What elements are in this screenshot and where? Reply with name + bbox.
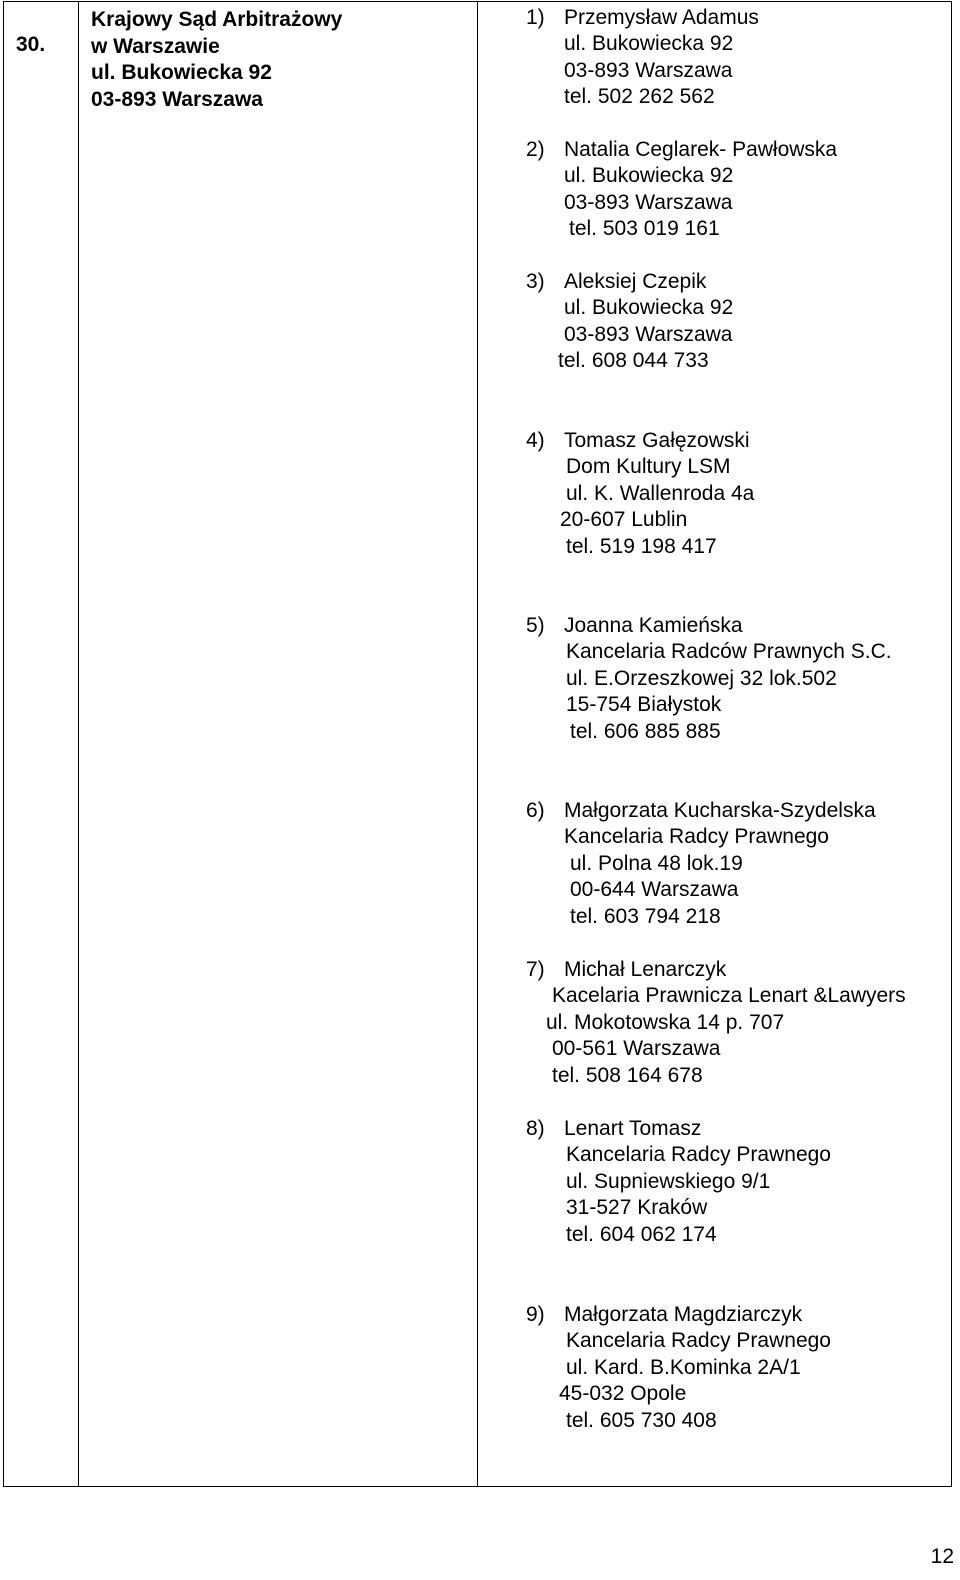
arbitrator-street: ul. E.Orzeszkowej 32 lok.502	[566, 666, 837, 690]
arbitrator-phone: tel. 502 262 562	[564, 85, 715, 109]
arbitrator-7	[526, 957, 906, 1089]
arbitrator-name: Przemysław Adamus	[564, 6, 759, 29]
arbitrator-street: ul. Kard. B.Kominka 2A/1	[566, 1355, 801, 1379]
court-line: Krajowy Sąd Arbitrażowy	[91, 8, 343, 31]
arbitrator-organization: Kancelaria Radcy Prawnego	[566, 1329, 831, 1353]
arbitrator-street: ul. K. Wallenroda 4a	[566, 481, 755, 505]
arbitrator-name: Michał Lenarczyk	[564, 958, 727, 981]
arbitrator-index: 4)	[526, 429, 545, 452]
arbitrator-organization: Kancelaria Radcy Prawnego	[566, 1143, 831, 1167]
arbitration-table	[3, 1, 952, 1487]
arbitrator-phone: tel. 503 019 161	[569, 217, 720, 241]
arbitrator-index: 6)	[526, 799, 545, 822]
arbitrator-phone: tel. 606 885 885	[570, 719, 721, 743]
arbitrator-index: 1)	[526, 6, 545, 29]
arbitrator-city: 03-893 Warszawa	[564, 322, 733, 346]
arbitrator-phone: tel. 604 062 174	[566, 1222, 717, 1246]
arbitrator-9	[526, 1302, 831, 1434]
arbitrator-city: 31-527 Kraków	[566, 1196, 708, 1220]
column-divider	[78, 2, 79, 1486]
arbitrator-name: Małgorzata Kucharska-Szydelska	[564, 799, 876, 822]
arbitrator-street: ul. Bukowiecka 92	[564, 164, 734, 188]
court-line: w Warszawie	[91, 34, 220, 58]
court-name-address	[91, 7, 342, 113]
arbitrator-city: 03-893 Warszawa	[564, 58, 733, 82]
arbitrator-6	[526, 798, 876, 930]
arbitrator-city: 00-644 Warszawa	[570, 878, 739, 902]
arbitrator-index: 9)	[526, 1303, 545, 1326]
court-line: ul. Bukowiecka 92	[91, 61, 272, 84]
arbitrator-index: 2)	[526, 138, 545, 161]
arbitrator-street: ul. Polna 48 lok.19	[570, 851, 743, 875]
arbitrator-phone: tel. 519 198 417	[566, 534, 717, 558]
arbitrator-phone: tel. 608 044 733	[558, 349, 709, 373]
arbitrator-city: 45-032 Opole	[559, 1382, 687, 1406]
arbitrator-city: 00-561 Warszawa	[552, 1037, 721, 1061]
arbitrator-2	[526, 137, 837, 243]
arbitrator-index: 8)	[526, 1117, 545, 1140]
arbitrator-street: ul. Bukowiecka 92	[564, 32, 734, 56]
arbitrator-name: Natalia Ceglarek- Pawłowska	[564, 138, 838, 161]
arbitrator-organization: Dom Kultury LSM	[566, 455, 731, 479]
arbitrator-name: Aleksiej Czepik	[564, 270, 707, 293]
arbitrator-3	[526, 269, 733, 375]
arbitrator-name: Tomasz Gałęzowski	[564, 429, 750, 452]
arbitrator-index: 7)	[526, 958, 545, 981]
arbitrator-1	[526, 5, 759, 111]
arbitrator-5	[526, 613, 892, 745]
arbitrator-4	[526, 428, 754, 560]
arbitrator-index: 5)	[526, 614, 545, 637]
court-line: 03-893 Warszawa	[91, 87, 263, 111]
arbitrator-name: Lenart Tomasz	[564, 1117, 702, 1140]
arbitrator-name: Joanna Kamieńska	[564, 614, 743, 637]
arbitrator-phone: tel. 508 164 678	[552, 1063, 703, 1087]
arbitrator-organization: Kancelaria Radcy Prawnego	[564, 825, 829, 849]
arbitrator-street: ul. Bukowiecka 92	[564, 296, 734, 320]
entry-number: 30.	[16, 33, 46, 56]
arbitrator-name: Małgorzata Magdziarczyk	[564, 1303, 803, 1326]
arbitrator-organization: Kancelaria Radców Prawnych S.C.	[566, 640, 892, 664]
arbitrator-city: 03-893 Warszawa	[564, 190, 733, 214]
arbitrator-street: ul. Mokotowska 14 p. 707	[546, 1010, 785, 1034]
arbitrator-phone: tel. 605 730 408	[566, 1408, 717, 1432]
arbitrator-phone: tel. 603 794 218	[570, 904, 721, 928]
arbitrator-8	[526, 1116, 831, 1248]
arbitrator-street: ul. Supniewskiego 9/1	[566, 1169, 771, 1193]
page-number: 12	[930, 1545, 954, 1568]
arbitrator-city: 15-754 Białystok	[566, 693, 722, 717]
column-divider	[477, 2, 478, 1486]
arbitrator-organization: Kacelaria Prawnicza Lenart &Lawyers	[552, 984, 906, 1008]
arbitrator-index: 3)	[526, 270, 545, 293]
arbitrator-city: 20-607 Lublin	[560, 508, 688, 532]
